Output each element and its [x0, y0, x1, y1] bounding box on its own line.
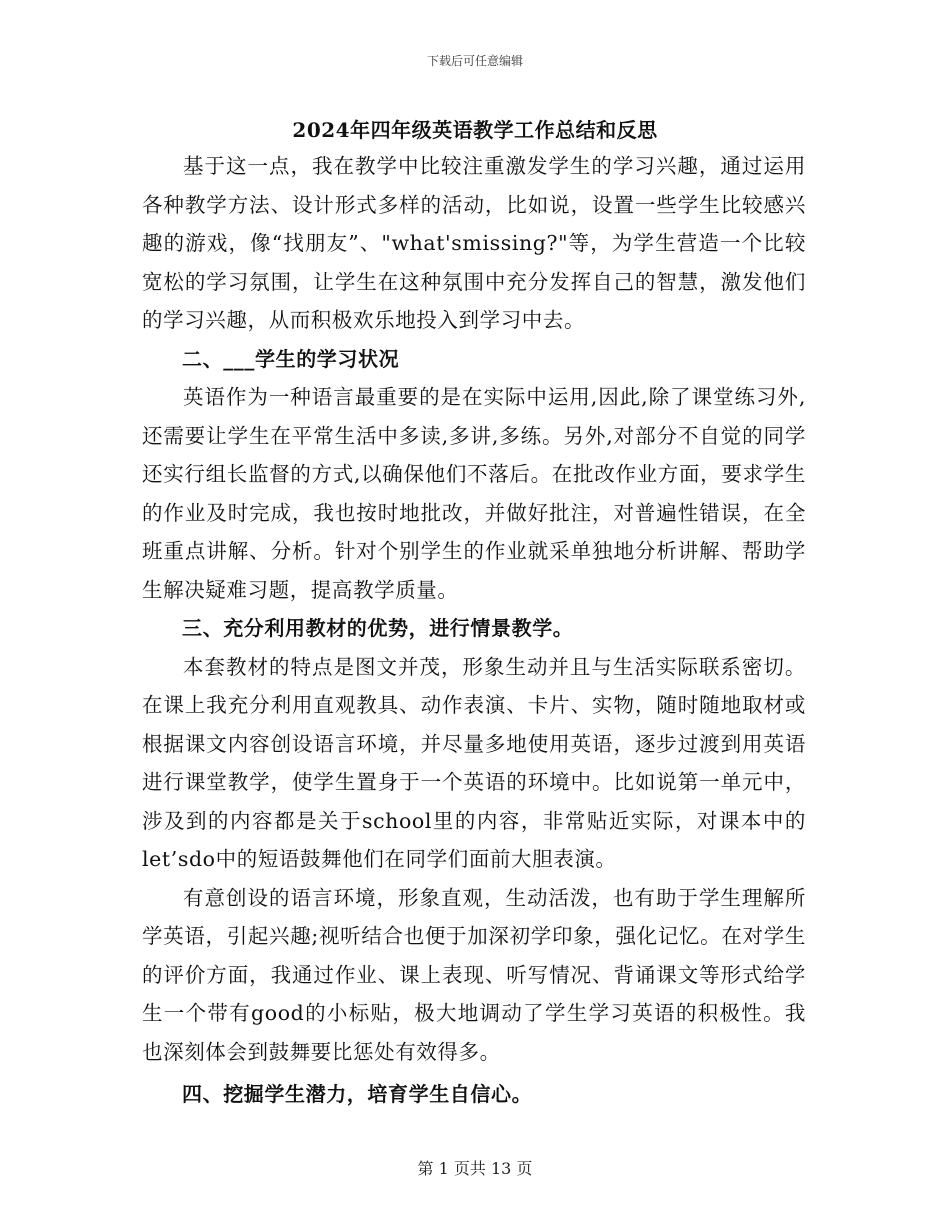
paragraph-2: 英语作为一种语言最重要的是在实际中运用,因此,除了课堂练习外,还需要让学生在平常生活中多读,多讲,多练。另外,对部分不自觉的同学还实行组长监督的方式,以确保他们不落后。在批改作业方面，要求学生的作业及时完成，我也按时地批改，并做好批注，对普遍性错误，在全班重点讲解、分析。针对个别学生的作业就采单独地分析讲解、帮助学生解决疑难习题，提高教学质量。 [142, 385, 806, 602]
paragraph-3: 本套教材的特点是图文并茂，形象生动并且与生活实际联系密切。在课上我充分利用直观教具、动作表演、卡片、实物，随时随地取材或根据课文内容创设语言环境，并尽量多地使用英语，逐步过渡到用英语进行课堂教学，使学生置身于一个英语的环境中。比如说第一单元中，涉及到的内容都是关于school里的内容，非常贴近实际，对课本中的let’sdo中的短语鼓舞他们在同学们面前大胆表演。 [142, 654, 806, 871]
section-heading-4: 四、挖掘学生潜力，培育学生自信心。 [182, 1082, 533, 1106]
document-body [142, 147, 806, 1114]
paragraph-4: 有意创设的语言环境，形象直观，生动活泼，也有助于学生理解所学英语，引起兴趣;视听结合也便于加深初学印象，强化记忆。在对学生的评价方面，我通过作业、课上表现、听写情况、背诵课文等形式给学生一个带有good的小标贴，极大地调动了学生学习英语的积极性。我也深刻体会到鼓舞要比惩处有效得多。 [142, 885, 806, 1064]
header-note: 下载后可任意编辑 [426, 54, 523, 68]
paragraph-1: 基于这一点，我在教学中比较注重激发学生的学习兴趣，通过运用各种教学方法、设计形式多样的活动，比如说，设置一些学生比较感兴趣的游戏，像“找朋友”、"what'smissing?"等，为学生营造一个比较宽松的学习氛围，让学生在这种氛围中充分发挥自己的智慧，激发他们的学习兴趣，从而积极欢乐地投入到学习中去。 [142, 154, 806, 332]
section-heading-2: 二、___学生的学习状况 [182, 346, 400, 371]
page-number-footer: 第 1 页共 13 页 [417, 1159, 533, 1178]
page-title: 2024年四年级英语教学工作总结和反思 [292, 118, 658, 142]
section-heading-3: 三、充分利用教材的优势，进行情景教学。 [182, 616, 574, 640]
